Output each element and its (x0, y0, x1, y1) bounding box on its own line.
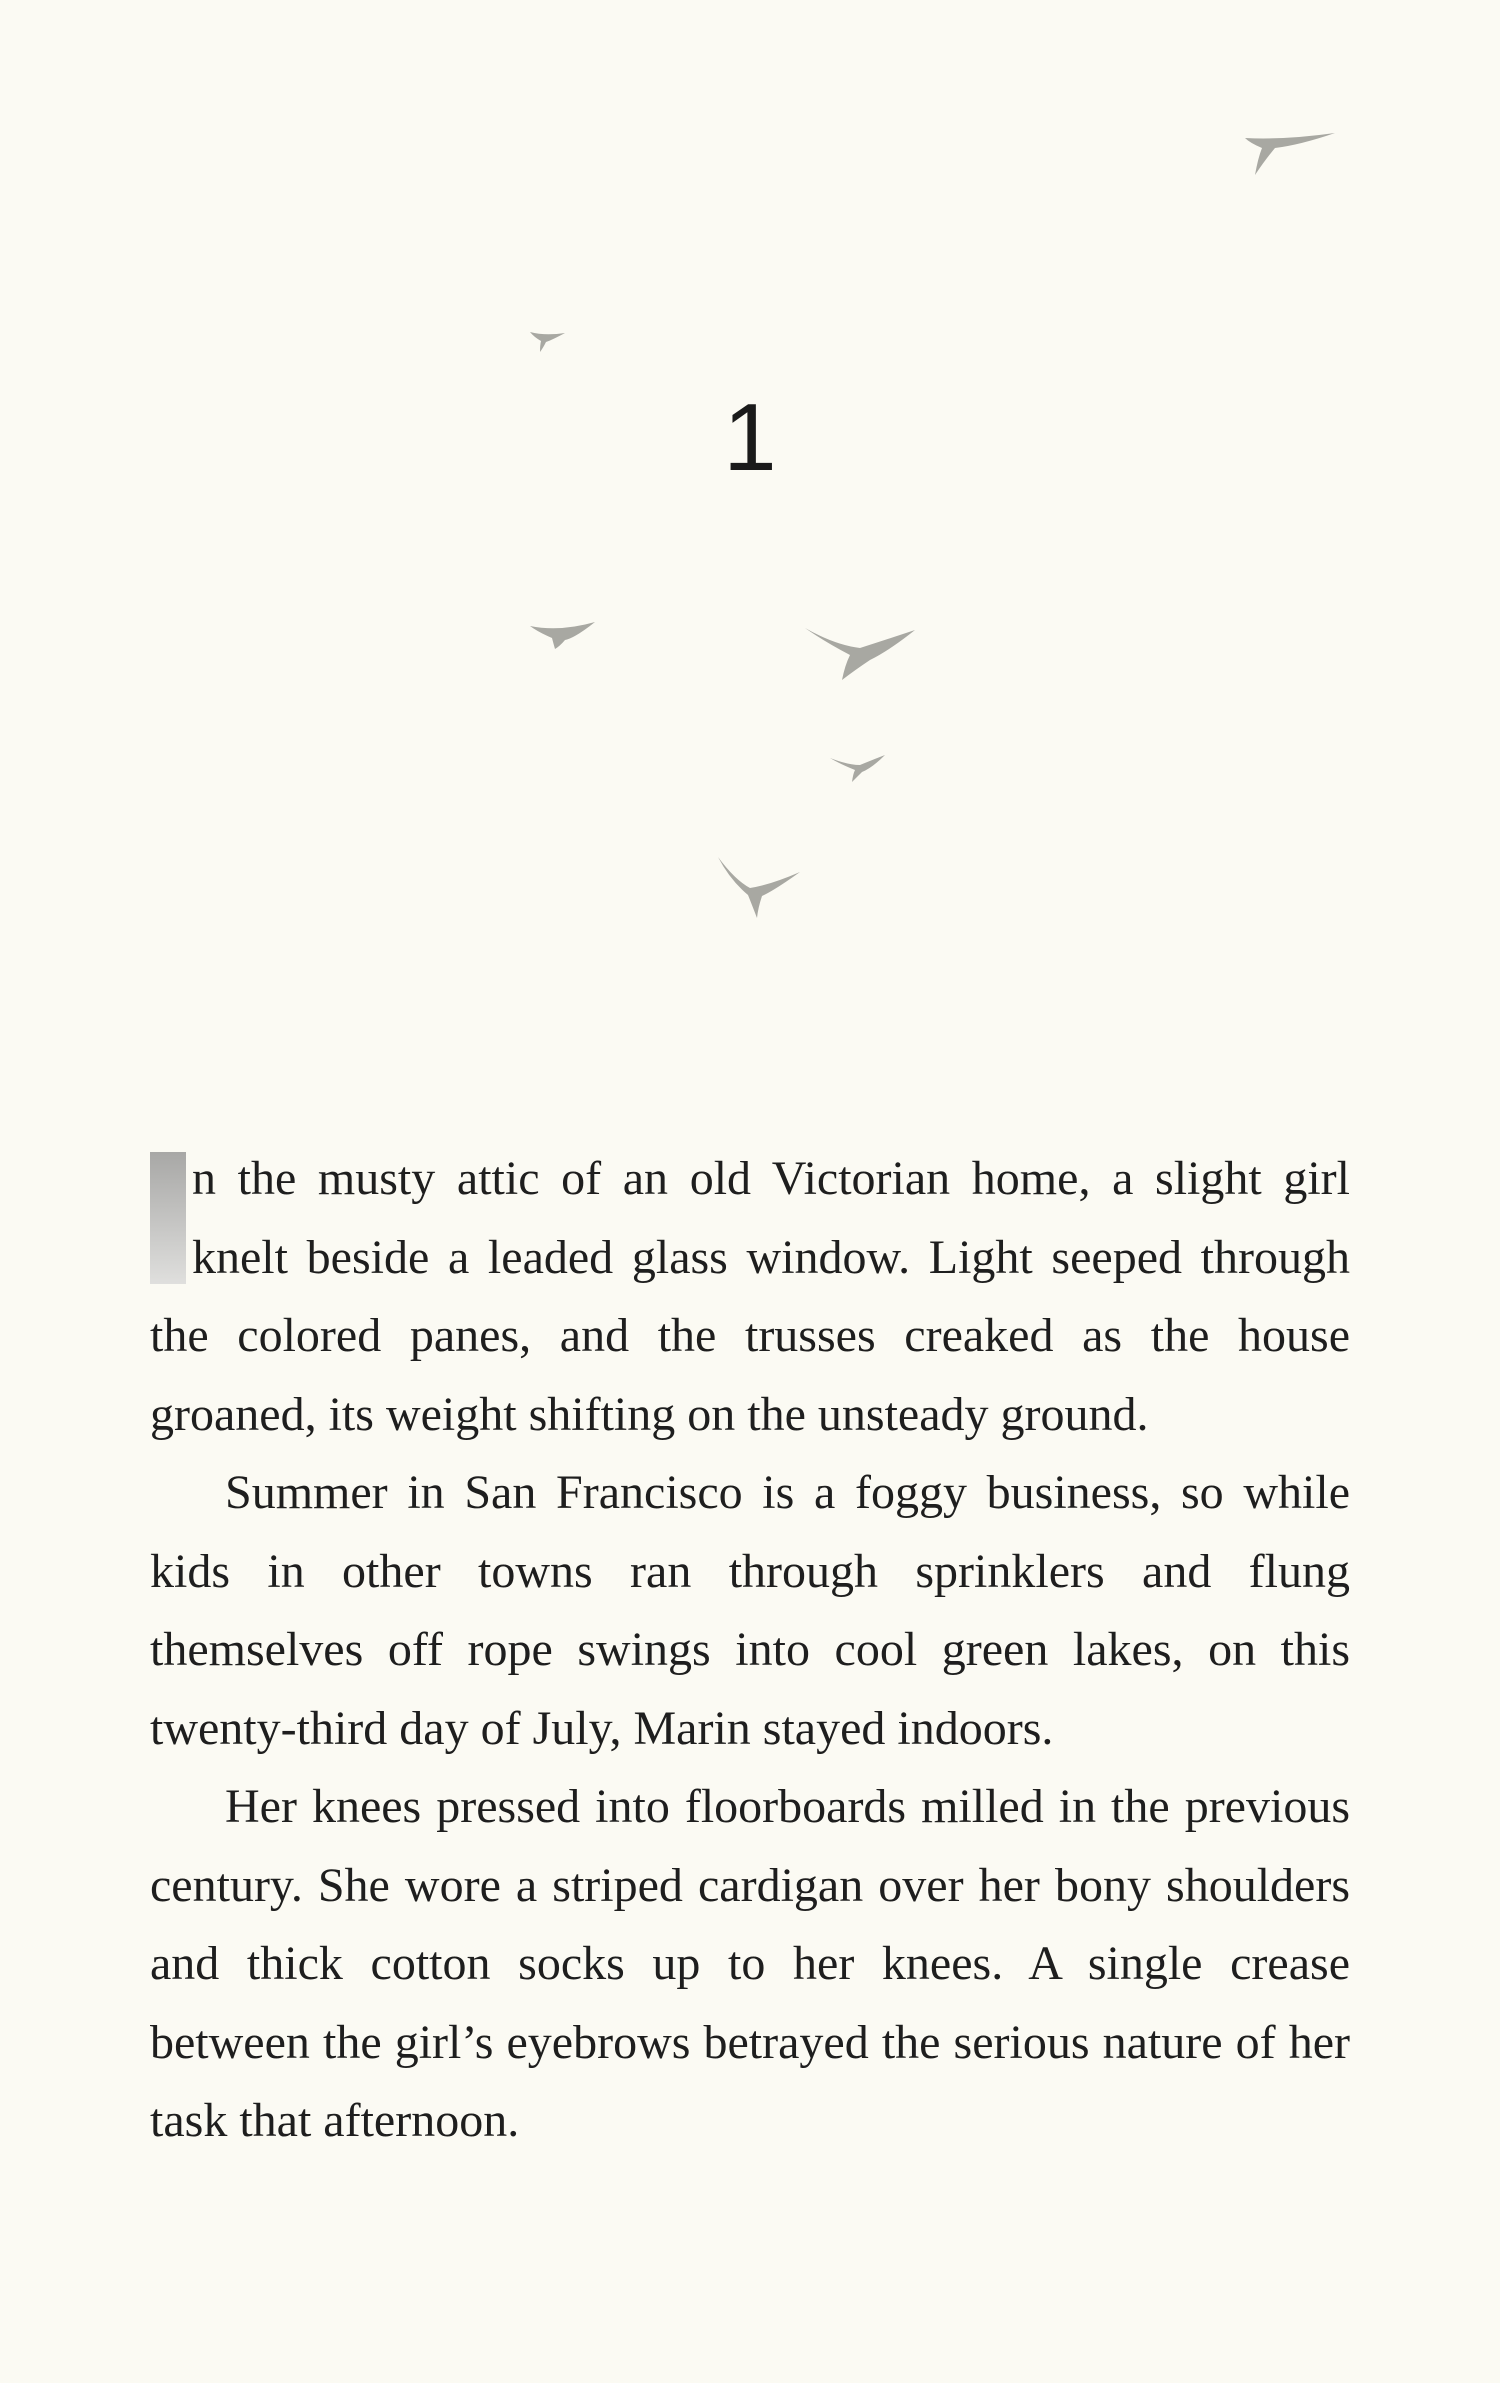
bird-icon (830, 755, 885, 782)
bird-icon (1245, 133, 1335, 175)
paragraph (150, 1454, 1350, 1768)
bird-icon (530, 332, 565, 352)
bird-icon (530, 622, 595, 649)
chapter-body (150, 1140, 1350, 2161)
drop-cap-initial (150, 1152, 186, 1284)
chapter-number: 1 (723, 384, 777, 491)
paragraph-text: Her knees pressed into floorboards milled in the previous century. She wore a striped cardigan over her bony shoulders and thick cotton socks up to her knees. A single crease between the girl’s eyebrows betrayed the serious nature of her task that afternoon. (150, 1780, 1350, 2147)
flying-birds-illustration (0, 0, 1500, 1000)
paragraph (150, 1768, 1350, 2161)
bird-icon (718, 857, 800, 918)
paragraph-text: Summer in San Francisco is a foggy business, so while kids in other towns ran through sprinklers and flung themselves off rope swings into cool green lakes, on this twenty-third day of July, Marin stayed indoors. (150, 1466, 1350, 1755)
paragraph-text: n the musty attic of an old Victorian home, a slight girl knelt beside a leaded glass window. Light seeped through the colored panes, and the trusses creaked as the house groaned, its weight shifting on the unsteady ground. (150, 1152, 1350, 1441)
paragraph (150, 1140, 1350, 1454)
bird-icon (805, 628, 915, 680)
